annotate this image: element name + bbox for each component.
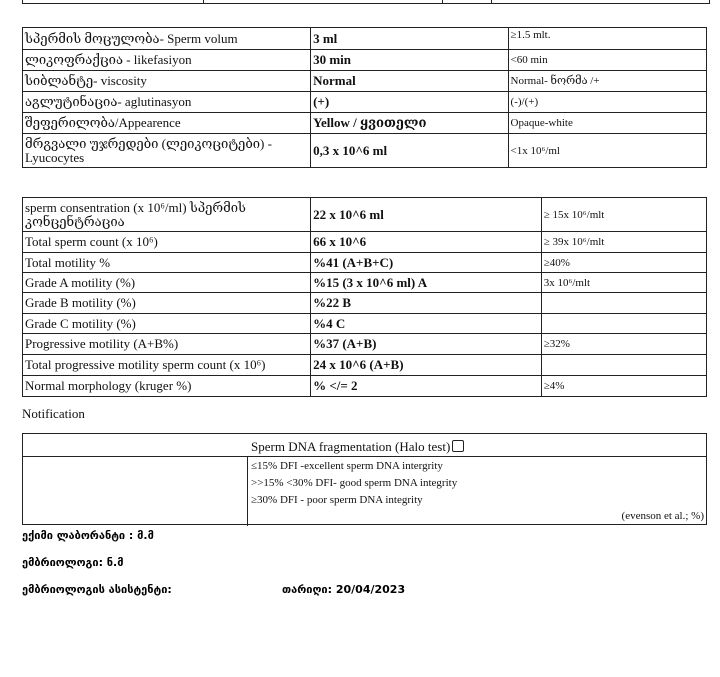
result-value: %37 (A+B) <box>311 334 542 355</box>
parameter-label: Grade A motility (%) <box>25 274 136 290</box>
table-row <box>23 198 707 232</box>
parameter-label-line2: Lyucocytes <box>25 149 85 165</box>
dna-line-excellent: ≤15% DFI -excellent sperm DNA intergrity <box>251 460 443 472</box>
parameter-cell <box>23 113 311 134</box>
parameter-label: Progressive motility (A+B%) <box>25 336 179 351</box>
parameter-label: Total progressive motility sperm count (x 10⁶) <box>25 357 266 372</box>
dna-line-poor: ≥30% DFI - poor sperm DNA integrity <box>251 494 423 506</box>
parameter-label: Normal morphology (kruger %) <box>25 378 192 393</box>
result-value: %15 (3 x 10^6 ml) A <box>311 273 542 293</box>
table-row <box>23 253 707 273</box>
parameter-label: Grade C motility (%) <box>25 315 136 331</box>
reference-value: ≥ 15x 10⁶/mlt <box>541 198 706 232</box>
result-value: (+) <box>311 92 508 113</box>
report-date: თარიღი: 20/04/2023 <box>282 583 406 596</box>
parameter-label: Grade B motility (%) <box>25 295 136 310</box>
parameter-label: Total sperm count (x 10⁶) <box>25 234 158 249</box>
dna-header <box>23 434 706 457</box>
result-value: 3 ml <box>311 28 508 50</box>
table-row <box>23 273 707 293</box>
parameter-label: ლიკოფრაქცია - likefasiyon <box>25 52 192 67</box>
reference-value: Normal- ნორმა /+ <box>508 71 706 92</box>
reference-value: (-)/(+) <box>508 92 706 113</box>
parameter-cell <box>23 376 311 397</box>
table-row <box>23 113 707 134</box>
table-row <box>23 134 707 168</box>
result-value: 22 x 10^6 ml <box>311 198 542 232</box>
dna-reference: (evenson et al.; %) <box>621 510 704 522</box>
dna-fragmentation-box <box>22 433 707 525</box>
reference-value <box>541 293 706 314</box>
result-value: %22 B <box>311 293 542 314</box>
parameter-cell <box>23 273 311 293</box>
table-row <box>23 376 707 397</box>
reference-value: Opaque-white <box>508 113 706 134</box>
embryologist-signature: ემბრიოლოგი: ნ.მ <box>22 556 124 569</box>
parameter-cell <box>23 198 311 232</box>
parameter-label-line2: კონცენტრაცია <box>25 213 125 229</box>
parameter-cell <box>23 334 311 355</box>
reference-value: ≥32% <box>541 334 706 355</box>
table-row <box>23 71 707 92</box>
parameter-label: სპერმის მოცულობა- Sperm volum <box>25 30 238 46</box>
parameter-cell <box>23 50 311 71</box>
table-row <box>23 293 707 314</box>
result-value: Yellow / ყვითელი <box>311 113 508 134</box>
checkbox-icon <box>452 440 464 452</box>
parameter-label: სიბლანტე- viscosity <box>25 73 147 88</box>
parameter-cell <box>23 134 311 168</box>
reference-value: ≥4% <box>541 376 706 397</box>
reference-value: <60 min <box>508 50 706 71</box>
notification-label: Notification <box>22 406 85 421</box>
semen-parameters-table <box>22 27 707 168</box>
parameter-cell <box>23 253 311 273</box>
dna-divider <box>247 456 248 526</box>
reference-value: ≥1.5 mlt. <box>508 28 706 50</box>
dna-line-good: >>15% <30% DFI- good sperm DNA integrity <box>251 477 458 489</box>
parameter-cell <box>23 314 311 334</box>
result-value: %4 C <box>311 314 542 334</box>
assistant-signature: ემბრიოლოგის ასისტენტი: <box>22 583 172 596</box>
result-value: 66 x 10^6 <box>311 232 542 253</box>
reference-value: <1x 10⁶/ml <box>508 134 706 168</box>
table-row <box>23 314 707 334</box>
motility-table <box>22 197 707 397</box>
table-row <box>23 50 707 71</box>
reference-value <box>541 355 706 376</box>
previous-table-fragment <box>22 0 710 4</box>
parameter-label: sperm consentration (x 10⁶/ml) სპერმის <box>25 199 246 215</box>
reference-value <box>541 314 706 334</box>
lab-doctor-signature: ექიმი ლაბორანტი : მ.მ <box>22 529 154 542</box>
result-value: 30 min <box>311 50 508 71</box>
table-row <box>23 232 707 253</box>
parameter-label: მრგვალი უჯრედები (ლეიკოციტები) - <box>25 135 272 151</box>
table-row <box>23 334 707 355</box>
table-row <box>23 28 707 50</box>
table-row <box>23 92 707 113</box>
table-row <box>23 355 707 376</box>
dna-title: Sperm DNA fragmentation (Halo test) <box>251 439 451 454</box>
reference-value: 3x 10⁶/mlt <box>541 273 706 293</box>
parameter-cell <box>23 71 311 92</box>
parameter-label: აგლუტინაცია- aglutinasyon <box>25 94 192 109</box>
result-value: % </= 2 <box>311 376 542 397</box>
parameter-label: შეფერილობა/Appearence <box>25 115 181 130</box>
reference-value: ≥ 39x 10⁶/mlt <box>541 232 706 253</box>
parameter-cell <box>23 28 311 50</box>
parameter-label: Total motility % <box>25 254 111 270</box>
parameter-cell <box>23 92 311 113</box>
parameter-cell <box>23 293 311 314</box>
result-value: %41 (A+B+C) <box>311 253 542 273</box>
parameter-cell <box>23 232 311 253</box>
reference-value: ≥40% <box>541 253 706 273</box>
result-value: 0,3 x 10^6 ml <box>311 134 508 168</box>
result-value: Normal <box>311 71 508 92</box>
result-value: 24 x 10^6 (A+B) <box>311 355 542 376</box>
parameter-cell <box>23 355 311 376</box>
